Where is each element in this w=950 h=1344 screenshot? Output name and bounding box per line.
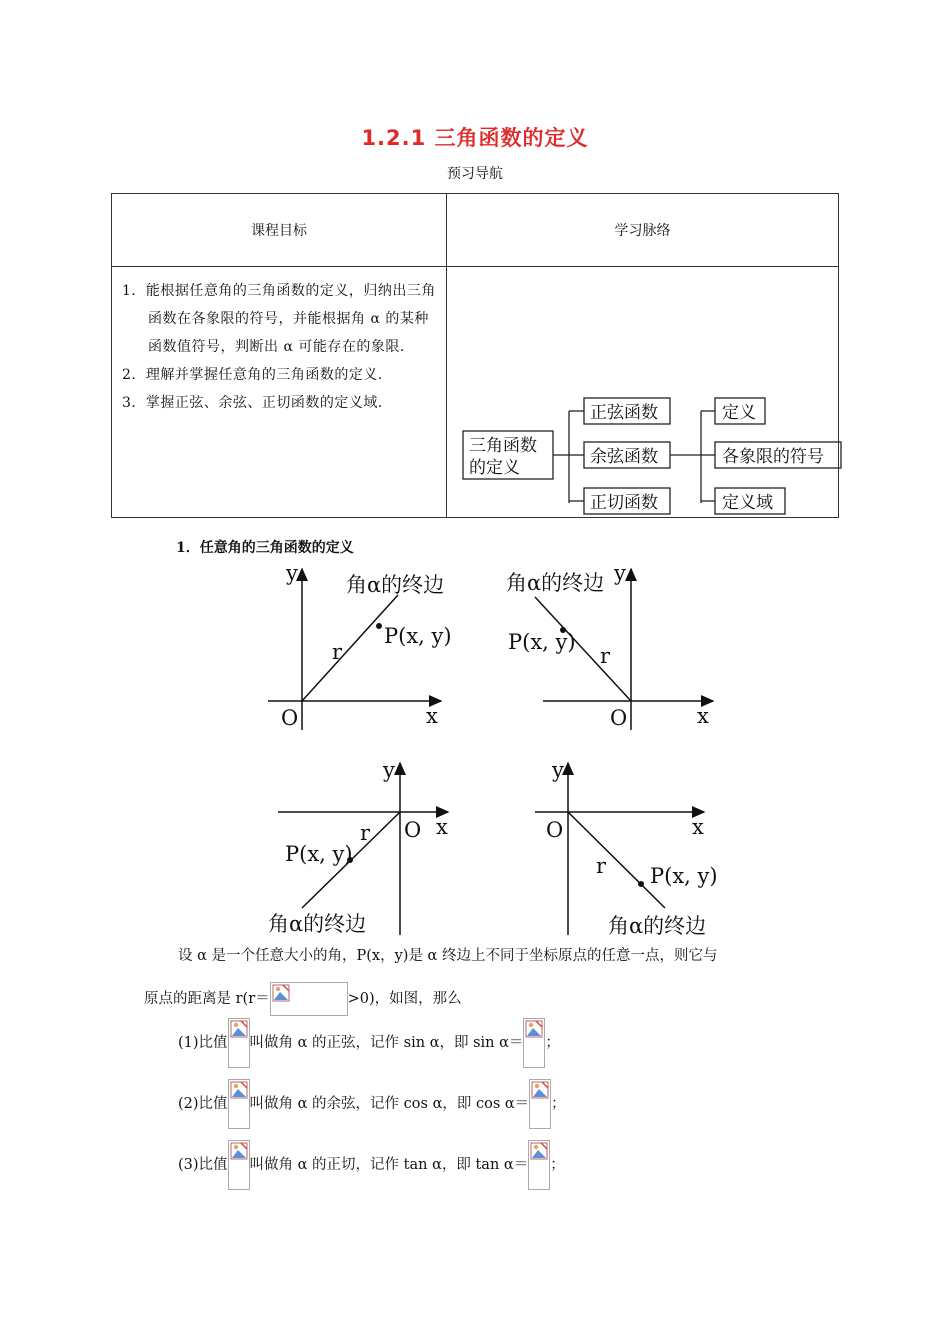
broken-image-icon — [228, 1140, 250, 1190]
broken-image-icon — [270, 982, 348, 1016]
def-text: 叫做角 α 的正切，记作 tan α，即 tan α＝ — [249, 1157, 529, 1173]
coordinate-figures — [0, 555, 950, 955]
origin-label: O — [546, 818, 564, 842]
r-label: r — [332, 640, 343, 664]
point-label: P(x, y) — [285, 842, 353, 866]
section-heading: 1．任意角的三角函数的定义 — [176, 540, 354, 556]
y-axis-label: y — [552, 758, 564, 782]
def-end: ； — [551, 1096, 566, 1112]
def-text: 叫做角 α 的余弦，记作 cos α，即 cos α＝ — [249, 1096, 530, 1112]
goal-item: 3．掌握正弦、余弦、正切函数的定义域． — [122, 395, 393, 411]
map-right-definition: 定义 — [722, 403, 756, 423]
r-label: r — [596, 854, 607, 878]
point-p — [376, 623, 382, 629]
def-end: ； — [550, 1157, 565, 1173]
origin-label: O — [610, 706, 628, 730]
origin-label: O — [281, 706, 299, 730]
x-axis-label: x — [697, 704, 709, 728]
distance-line — [144, 982, 462, 1016]
goal-item: 2．理解并掌握任意角的三角函数的定义． — [122, 367, 393, 383]
broken-image-icon — [529, 1079, 551, 1129]
y-axis-label: y — [614, 561, 626, 585]
point-label: P(x, y) — [508, 630, 576, 654]
origin-label: O — [404, 818, 422, 842]
map-right-signs: 各象限的符号 — [722, 447, 824, 467]
map-middle-tangent: 正切函数 — [590, 493, 658, 513]
cosine-definition — [178, 1079, 566, 1129]
point-label: P(x, y) — [650, 864, 718, 888]
broken-image-icon — [523, 1018, 545, 1068]
goals-cell — [112, 267, 447, 518]
map-right-domain: 定义域 — [722, 493, 773, 513]
def-text: 叫做角 α 的正弦，记作 sin α，即 sin α＝ — [249, 1035, 524, 1051]
goal-item: 1．能根据任意角的三角函数的定义，归纳出三角函数在各象限的符号，并能根据角 α 的某种函数值符号，判断出 α 可能存在的象限． — [122, 283, 436, 355]
preview-table — [111, 193, 839, 518]
def-label: (1)比值 — [178, 1035, 228, 1051]
point-p — [638, 881, 644, 887]
broken-image-icon — [228, 1079, 250, 1129]
distance-text-b: >0)，如图，那么 — [347, 991, 462, 1007]
terminal-side-label: 角α的终边 — [506, 571, 605, 595]
def-label: (2)比值 — [178, 1096, 228, 1112]
tangent-definition — [178, 1140, 565, 1190]
terminal-side-label: 角α的终边 — [346, 573, 445, 597]
concept-map-cell — [447, 267, 839, 518]
y-axis-label: y — [383, 758, 395, 782]
point-label: P(x, y) — [384, 624, 452, 648]
terminal-side-label: 角α的终边 — [268, 912, 367, 936]
y-axis-label: y — [286, 561, 298, 585]
x-axis-label: x — [436, 815, 448, 839]
sine-definition — [178, 1018, 560, 1068]
def-label: (3)比值 — [178, 1157, 228, 1173]
map-middle-cosine: 余弦函数 — [590, 447, 658, 467]
page-title: 1.2.1 三角函数的定义 — [361, 126, 589, 150]
r-label: r — [360, 821, 371, 845]
broken-image-icon — [528, 1140, 550, 1190]
x-axis-label: x — [426, 704, 438, 728]
page-subtitle: 预习导航 — [447, 166, 503, 182]
definition-intro: 设 α 是一个任意大小的角，P(x，y)是 α 终边上不同于坐标原点的任意一点，则它与 — [178, 948, 718, 964]
r-label: r — [600, 644, 611, 668]
map-root-line1: 三角函数 — [469, 436, 537, 456]
concept-map — [447, 267, 857, 515]
map-root-line2: 的定义 — [469, 458, 520, 478]
terminal-side-label: 角α的终边 — [608, 914, 707, 938]
map-middle-sine: 正弦函数 — [590, 403, 658, 423]
header-learning-map: 学习脉络 — [447, 194, 839, 267]
broken-image-icon — [228, 1018, 250, 1068]
header-course-goals: 课程目标 — [112, 194, 447, 267]
x-axis-label: x — [692, 815, 704, 839]
def-end: ； — [545, 1035, 560, 1051]
distance-text-a: 原点的距离是 r(r＝ — [144, 991, 270, 1007]
